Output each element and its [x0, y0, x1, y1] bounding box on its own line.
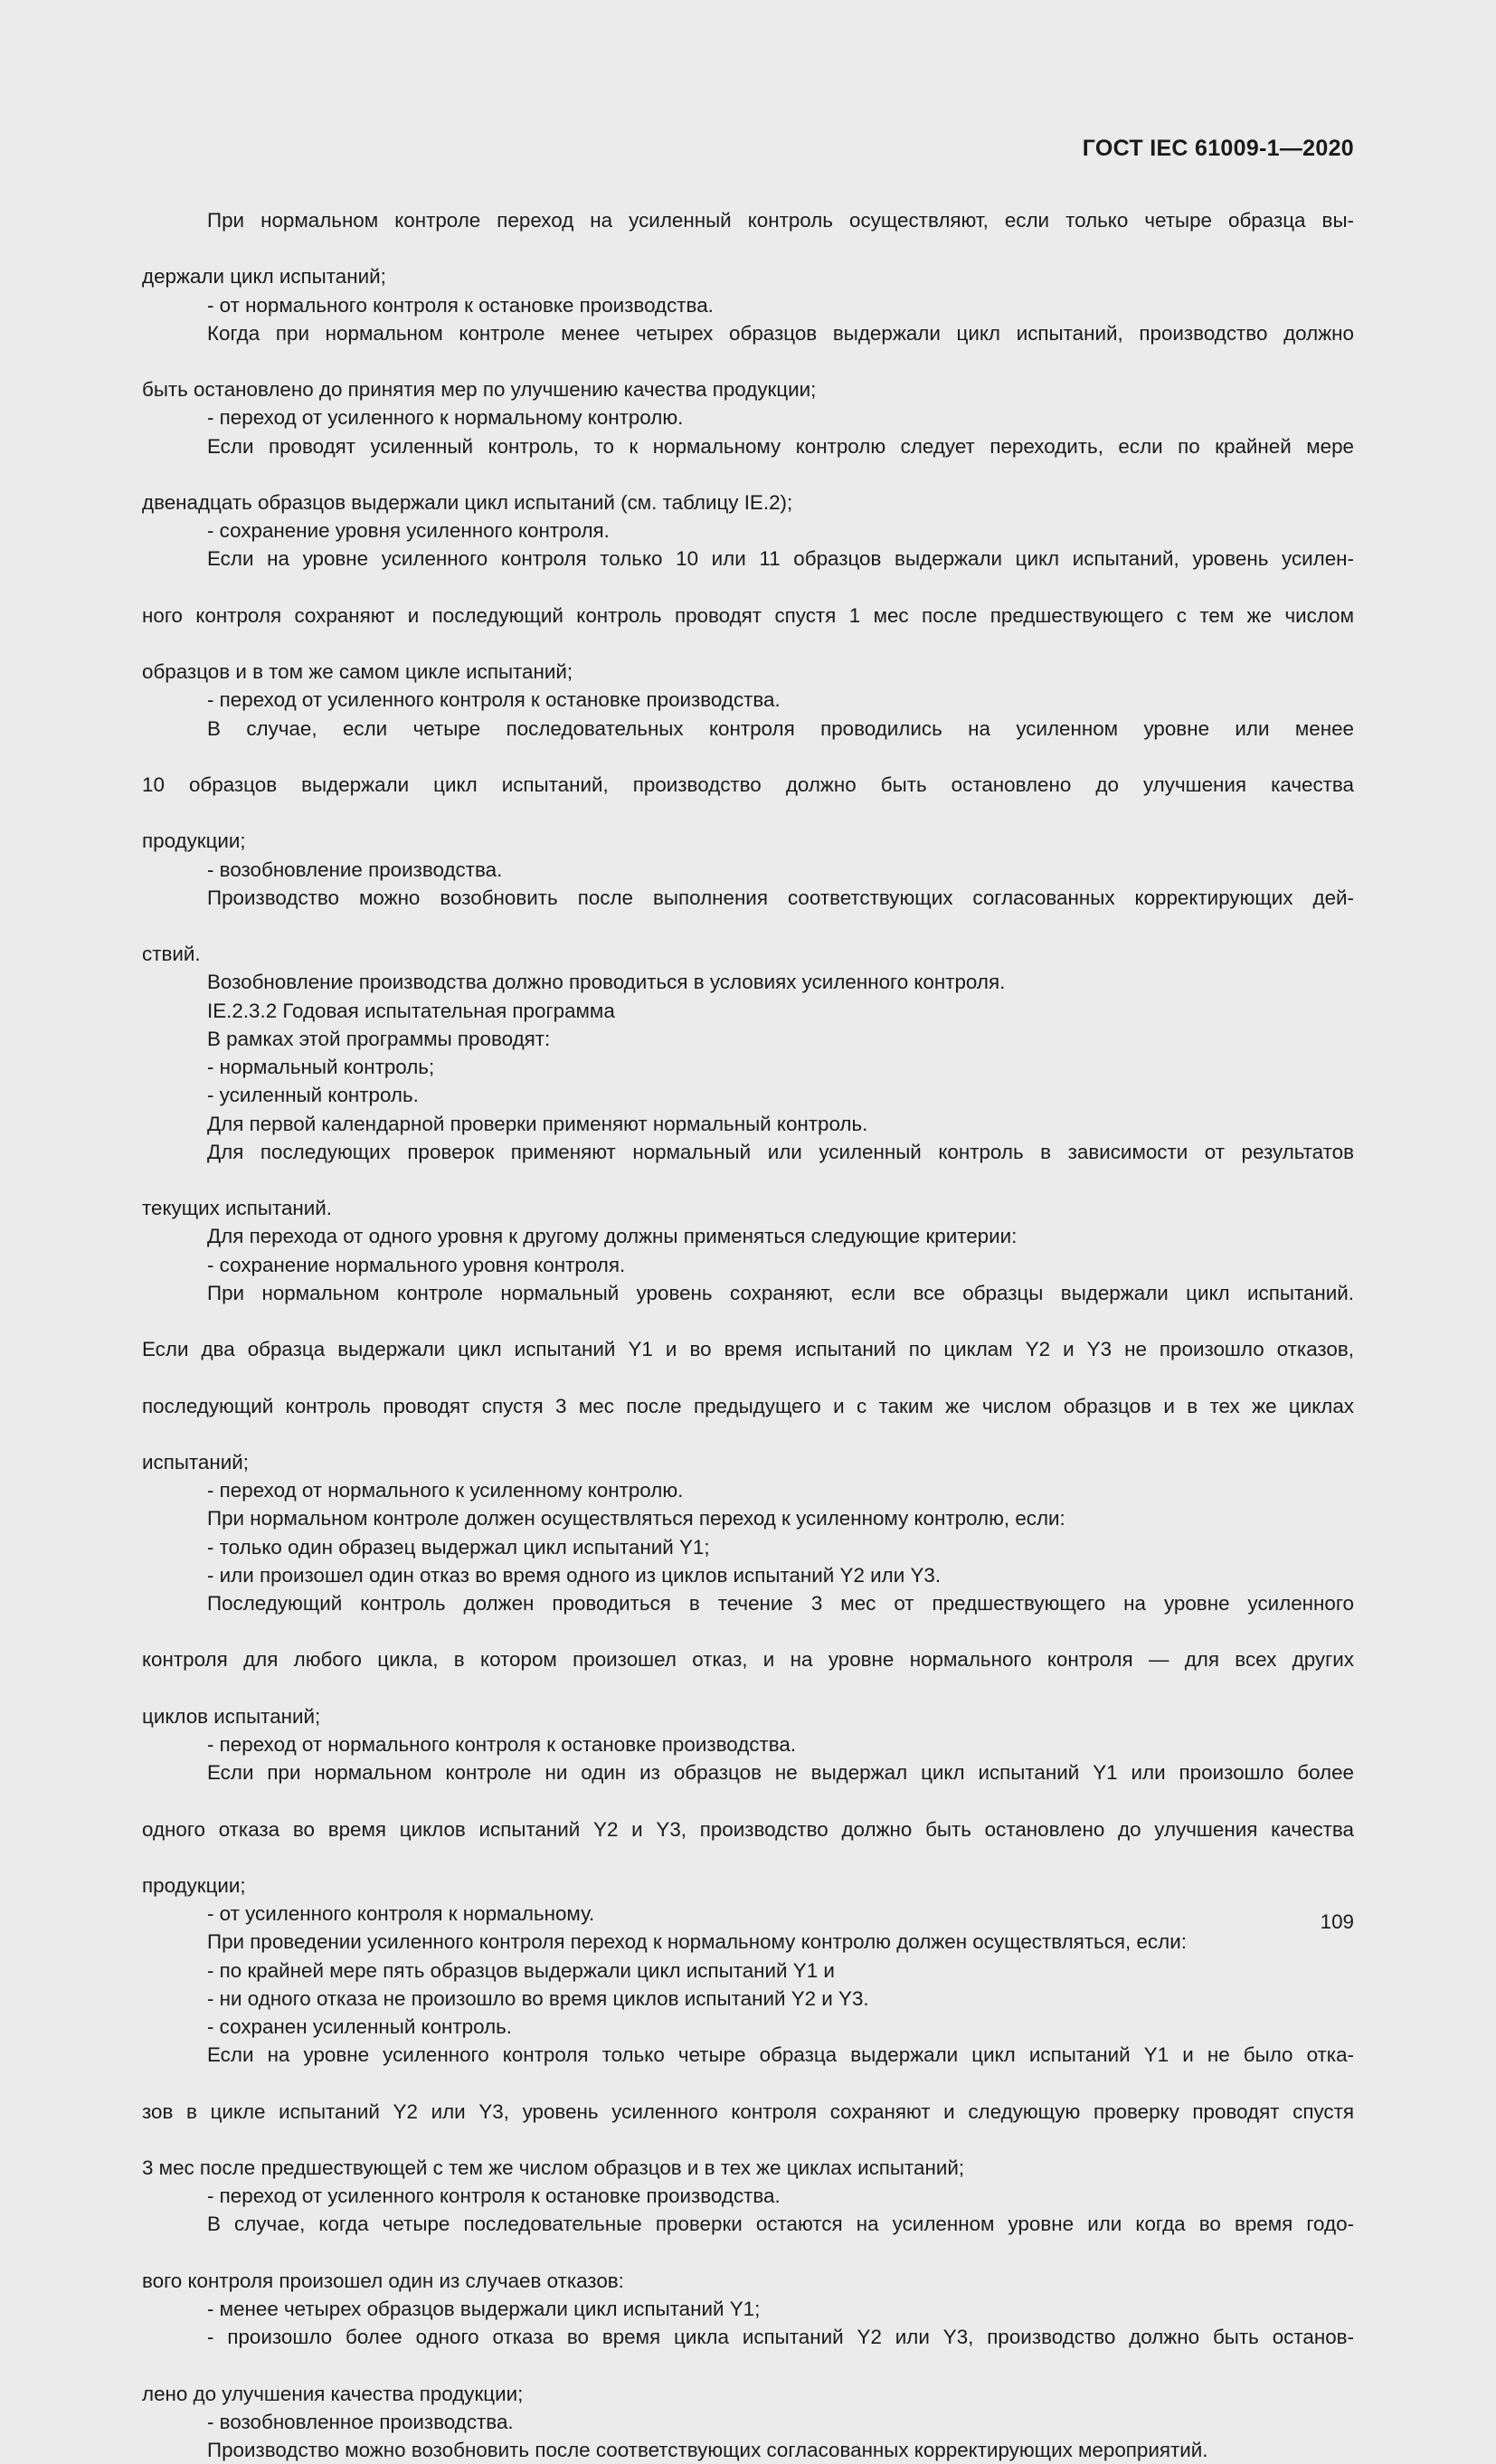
text-line: Если на уровне усиленного контроля только четыре образца выдержали цикл испытаний Y1 и не было отка-	[207, 2043, 1354, 2067]
text-line: ствий.	[142, 943, 201, 966]
text-line: Производство можно возобновить после соответствующих согласованных корректирующих мероприятий.	[207, 2439, 1208, 2462]
standard-code-header: ГОСТ IEC 61009-1—2020	[1082, 136, 1354, 161]
text-line: Если на уровне усиленного контроля только 10 или 11 образцов выдержали цикл испытаний, уровень усилен-	[207, 547, 1354, 571]
text-line: - переход от усиленного контроля к остановке производства.	[207, 2184, 781, 2208]
text-line: - от усиленного контроля к нормальному.	[207, 1902, 595, 1926]
text-line: Последующий контроль должен проводиться в течение 3 мес от предшествующего на уровне усиленного	[207, 1591, 1354, 1615]
text-line: Если два образца выдержали цикл испытаний Y1 и во время испытаний по циклам Y2 и Y3 не произошло отказов,	[142, 1338, 1354, 1361]
text-line: испытаний;	[142, 1450, 249, 1474]
text-line: вого контроля произошел один из случаев отказов:	[142, 2269, 624, 2292]
text-line: 3 мес после предшествующей с тем же числом образцов и в тех же циклах испытаний;	[142, 2156, 965, 2180]
text-line: - только один образец выдержал цикл испытаний Y1;	[207, 1535, 710, 1559]
text-line: Если проводят усиленный контроль, то к нормальному контролю следует переходить, если по крайней мере	[207, 434, 1354, 458]
text-line: последующий контроль проводят спустя 3 мес после предыдущего и с таким же числом образцов и в тех же циклах	[142, 1394, 1354, 1417]
text-line: Для последующих проверок применяют нормальный или усиленный контроль в зависимости от результатов	[207, 1140, 1354, 1163]
text-line: - переход от усиленного контроля к остановке производства.	[207, 688, 781, 712]
text-line: Когда при нормальном контроле менее четырех образцов выдержали цикл испытаний, производство должно	[207, 321, 1354, 345]
text-line: циклов испытаний;	[142, 1704, 321, 1728]
text-line: Производство можно возобновить после выполнения соответствующих согласованных корректирующих дей-	[207, 886, 1354, 909]
text-line: - возобновленное производства.	[207, 2410, 514, 2433]
text-line: В рамках этой программы проводят:	[207, 1027, 551, 1050]
page-number: 109	[1320, 1910, 1354, 1933]
text-line: В случае, если четыре последовательных контроля проводились на усиленном уровне или менее	[207, 716, 1354, 740]
body-text	[142, 206, 1354, 2464]
text-line: В случае, когда четыре последовательные проверки остаются на усиленном уровне или когда во время годо-	[207, 2213, 1354, 2236]
text-line: - ни одного отказа не произошло во время циклов испытаний Y2 и Y3.	[207, 1986, 869, 2010]
text-line: - возобновление производства.	[207, 858, 503, 881]
text-line: быть остановлено до принятия мер по улучшению качества продукции;	[142, 378, 817, 402]
text-line: При нормальном контроле переход на усиленный контроль осуществляют, если только четыре образца вы-	[207, 209, 1354, 232]
text-line: продукции;	[142, 829, 246, 853]
text-line: При проведении усиленного контроля переход к нормальному контролю должен осуществляться, если:	[207, 1930, 1187, 1954]
text-line: При нормальном контроле нормальный уровень сохраняют, если все образцы выдержали цикл испытаний.	[207, 1281, 1354, 1304]
text-line: лено до улучшения качества продукции;	[142, 2382, 524, 2405]
text-line: - усиленный контроль.	[207, 1084, 419, 1107]
text-line: образцов и в том же самом цикле испытаний;	[142, 660, 573, 684]
text-line: - менее четырех образцов выдержали цикл испытаний Y1;	[207, 2298, 761, 2321]
text-line: - переход от нормального контроля к остановке производства.	[207, 1732, 797, 1756]
text-line: держали цикл испытаний;	[142, 265, 386, 289]
text-line: - или произошел один отказ во время одного из циклов испытаний Y2 или Y3.	[207, 1563, 942, 1587]
text-line: Для перехода от одного уровня к другому должны применяться следующие критерии:	[207, 1225, 1018, 1248]
text-line: Для первой календарной проверки применяют нормальный контроль.	[207, 1112, 868, 1135]
text-line: 10 образцов выдержали цикл испытаний, производство должно быть остановлено до улучшения качества	[142, 773, 1354, 797]
text-line: При нормальном контроле должен осуществляться переход к усиленному контролю, если:	[207, 1507, 1065, 1531]
text-line: двенадцать образцов выдержали цикл испытаний (см. таблицу IE.2);	[142, 491, 793, 515]
text-line: - по крайней мере пять образцов выдержали цикл испытаний Y1 и	[207, 1958, 835, 1982]
text-line: текущих испытаний.	[142, 1197, 333, 1220]
text-line: Если при нормальном контроле ни один из образцов не выдержал цикл испытаний Y1 или произошло более	[207, 1761, 1354, 1785]
text-line: Возобновление производства должно проводиться в условиях усиленного контроля.	[207, 971, 1006, 994]
text-line: продукции;	[142, 1873, 246, 1897]
text-line: ного контроля сохраняют и последующий контроль проводят спустя 1 мес после предшествующего с тем же числом	[142, 603, 1354, 627]
text-line: - сохранение нормального уровня контроля.	[207, 1253, 626, 1276]
text-line: - нормальный контроль;	[207, 1056, 435, 1079]
text-line: - произошло более одного отказа во время цикла испытаний Y2 или Y3, производство должно быть останов-	[207, 2326, 1354, 2349]
text-line: зов в цикле испытаний Y2 или Y3, уровень усиленного контроля сохраняют и следующую проверку проводят спустя	[142, 2099, 1354, 2123]
text-line: - от нормального контроля к остановке производства.	[207, 293, 714, 317]
text-line: - сохранен усиленный контроль.	[207, 2015, 513, 2038]
text-line: - сохранение уровня усиленного контроля.	[207, 519, 610, 543]
text-line: контроля для любого цикла, в котором произошел отказ, и на уровне нормального контроля — для всех других	[142, 1648, 1354, 1672]
text-line: IE.2.3.2 Годовая испытательная программа	[207, 999, 615, 1022]
text-line: - переход от нормального к усиленному контролю.	[207, 1479, 684, 1502]
text-line: - переход от усиленного к нормальному контролю.	[207, 406, 684, 430]
text-line: одного отказа во время циклов испытаний Y2 и Y3, производство должно быть остановлено до улучшения качества	[142, 1817, 1354, 1841]
